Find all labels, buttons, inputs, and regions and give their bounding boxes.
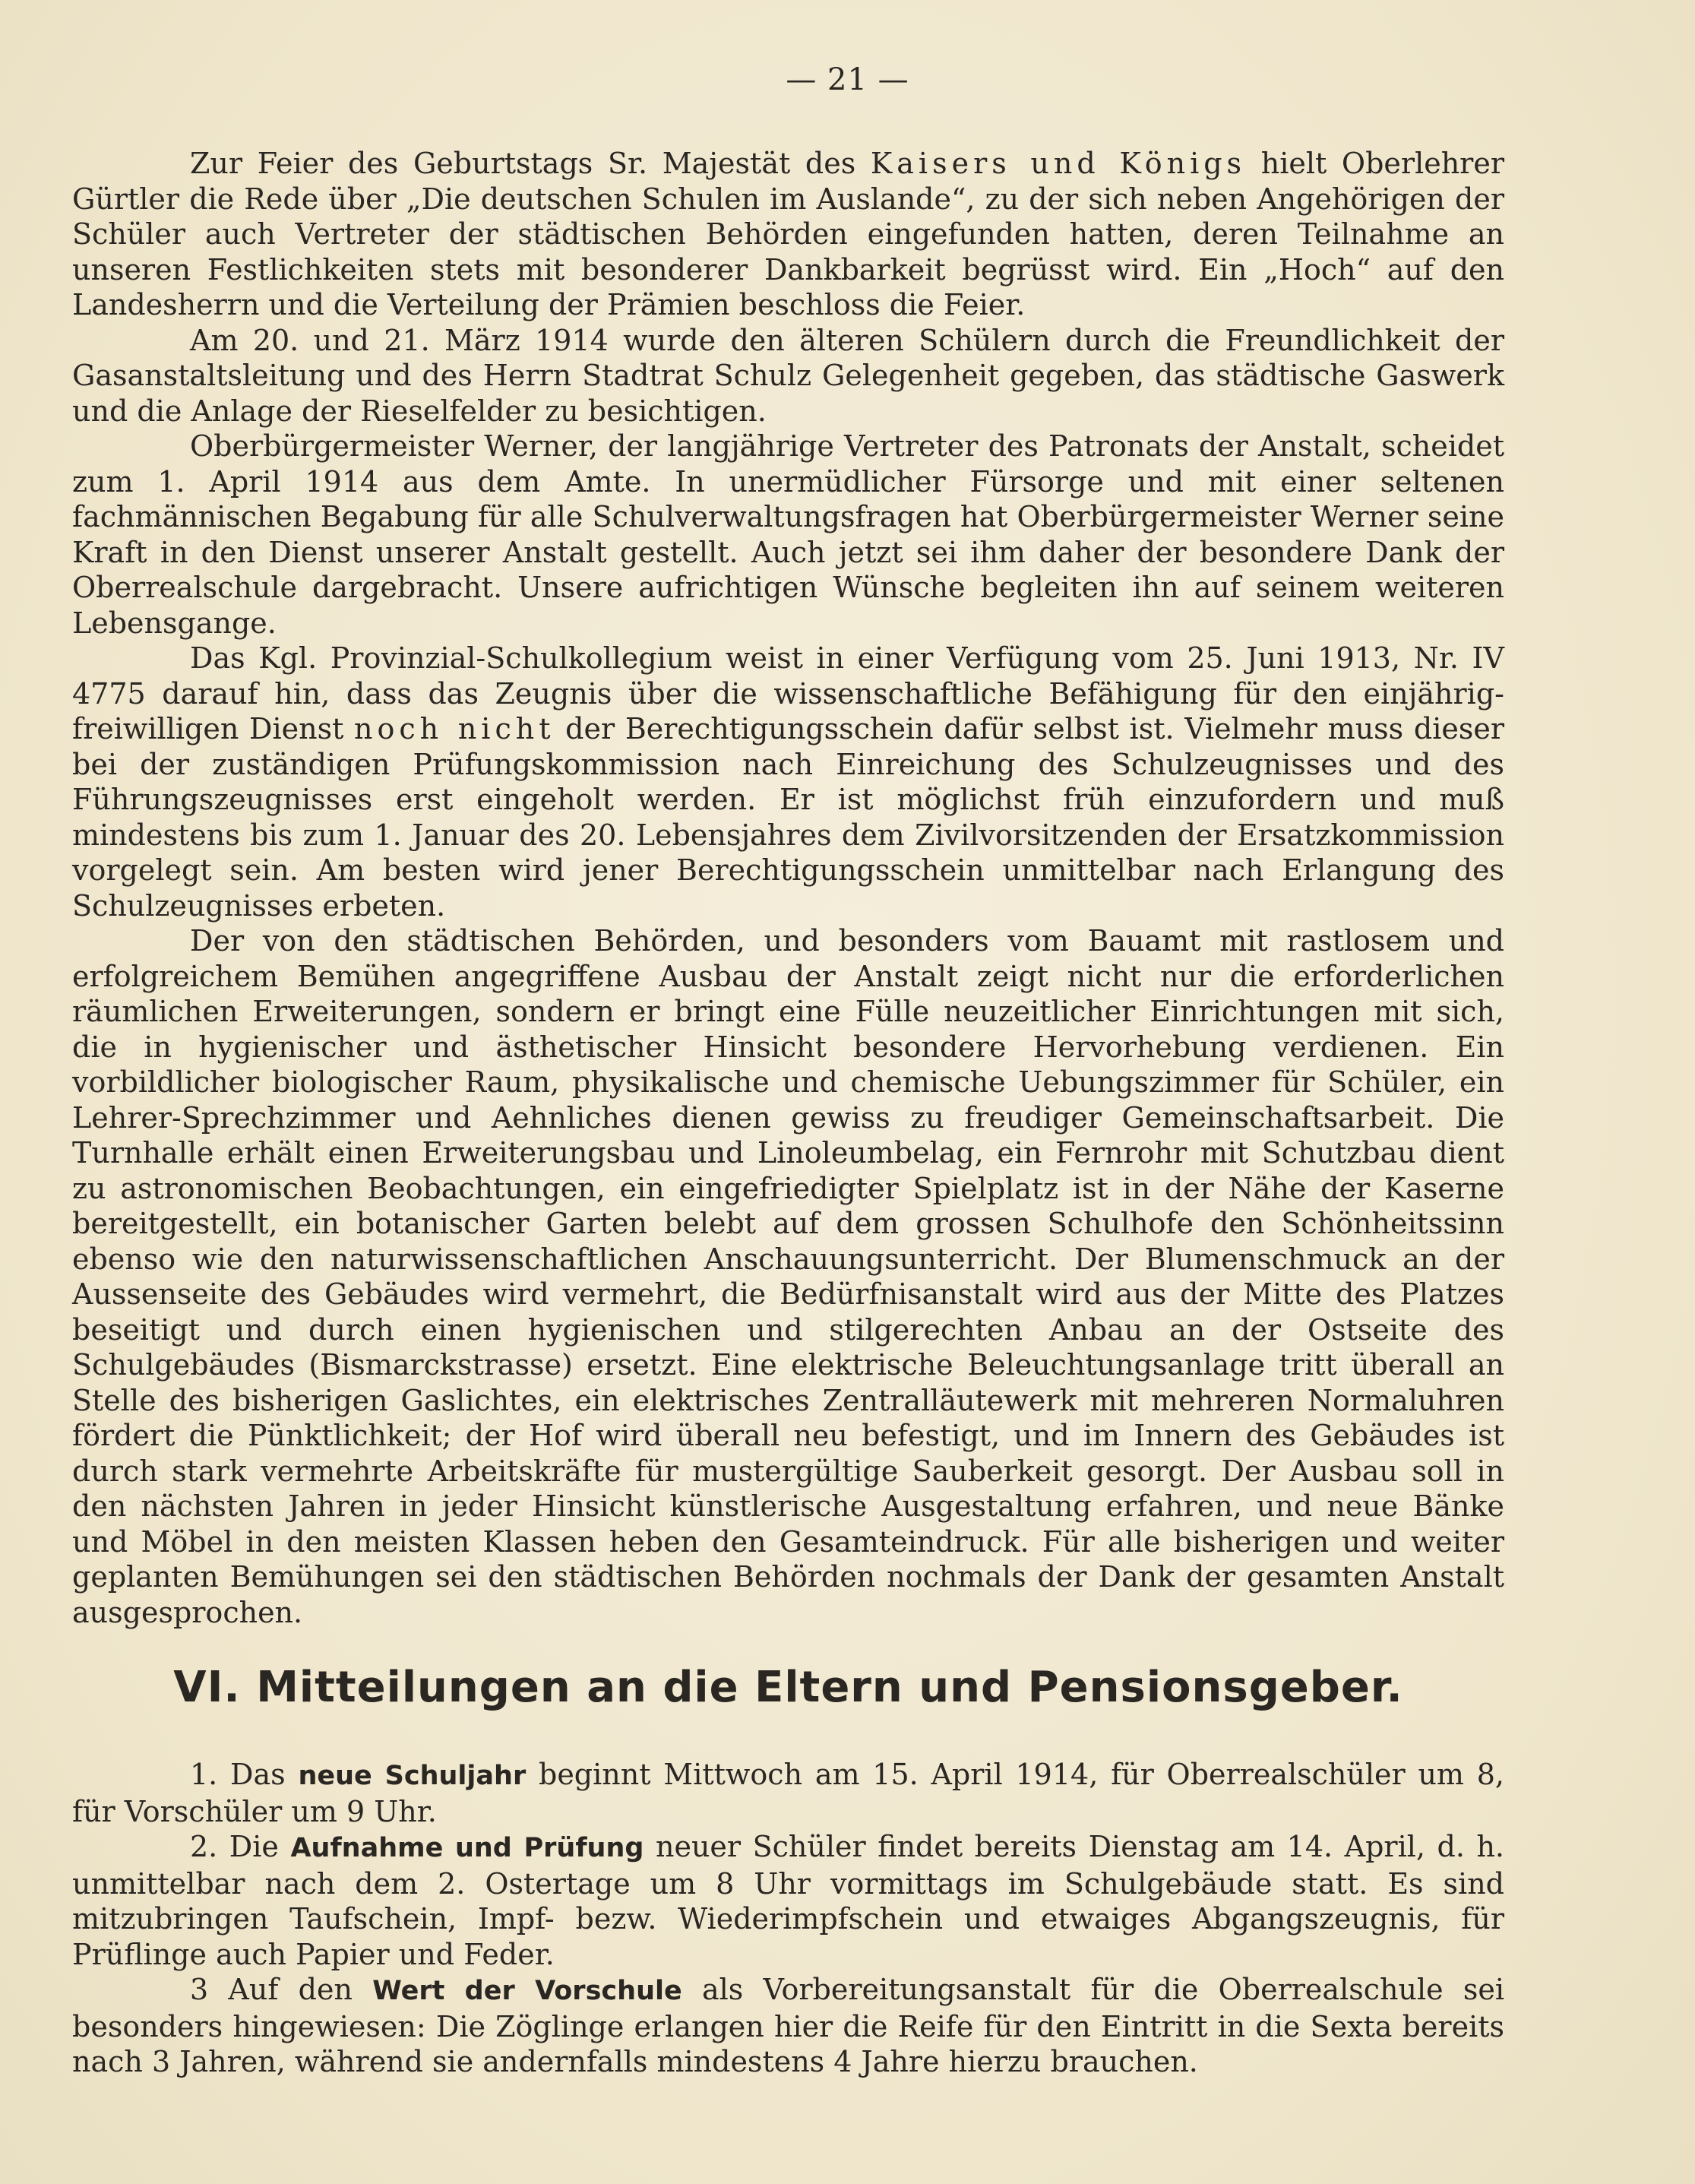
paragraph-certificate <box>72 641 1504 923</box>
notice-item <box>72 1757 1504 1829</box>
notice-text: 2. Die <box>190 1830 291 1863</box>
paragraph-mayor: Oberbürgermeister Werner, der langjährige Vertreter des Patronats der Anstalt, scheidet zum 1. April 1914 aus dem Amte. In unermüdlicher Fürsorge und mit einer seltenen fachmännischen Begabung für alle Schulverwaltungsfragen hat Oberbürgermeister Werner seine Kraft in den Dienst unserer Anstalt gestellt. Auch jetzt sei ihm daher der besondere Dank der Oberrealschule dargebracht. Unsere aufrichtigen Wünsche begleiten ihn auf seinem weiteren Lebensgange. <box>72 429 1504 640</box>
notice-emphasis: Aufnahme und Prüfung <box>290 1833 644 1863</box>
section-heading: VI. Mitteilungen an die Eltern und Pensionsgeber. <box>173 1663 1403 1712</box>
notice-text: 1. Das <box>190 1758 299 1791</box>
paragraph-birthday <box>72 146 1504 323</box>
paragraph-text: der Berechtigungsschein dafür selbst ist. Vielmehr muss dieser bei der zuständigen Prüfungskommission nach Einreichung des Schulzeugnisses und des Führungszeugnisses erst eingeholt werden. Er ist möglichst früh einzufordern und muß mindestens bis zum 1. Januar des 20. Lebensjahres dem Zivilvorsitzenden der Ersatzkommission vorgelegt sein. Am besten wird jener Berechtigungsschein unmittelbar nach Erlangung des Schulzeugnisses erbeten. <box>72 712 1504 923</box>
notice-emphasis: Wert der Vorschule <box>372 1976 682 2006</box>
notice-text: 3 Auf den <box>190 1973 373 2006</box>
paragraph-text: Das Kgl. Provinzial-Schulkollegium weist in einer Verfügung vom 25. Juni 1913, Nr. IV 4775 darauf hin, dass das Zeugnis über die wissenschaftliche Befähigung für den einjährig-freiwilligen Dienst <box>72 641 1504 745</box>
paragraph-expansion: Der von den städtischen Behörden, und besonders vom Bauamt mit rastlosem und erfolgreichem Bemühen angegriffene Ausbau der Anstalt zeigt nicht nur die erforderlichen räumlichen Erweiterungen, sondern er bringt eine Fülle neuzeitlicher Einrichtungen mit sich, die in hygienischer und ästhetischer Hinsicht besondere Hervorhebung verdienen. Ein vorbildlicher biologischer Raum, physikalische und chemische Uebungszimmer für Schüler, ein Lehrer-Sprechzimmer und Aehnliches dienen gewiss zu freudiger Gemeinschaftsarbeit. Die Turnhalle erhält einen Erweiterungsbau und Linoleumbelag, ein Fernrohr mit Schutzbau dient zu astronomischen Beobachtungen, ein eingefriedigter Spielplatz ist in der Nähe der Kaserne bereitgestellt, ein botanischer Garten belebt auf dem grossen Schulhofe den Schönheitssinn ebenso wie den naturwissenschaftlichen Anschauungsunterricht. Der Blumenschmuck an der Aussenseite des Gebäudes wird vermehrt, die Bedürfnisanstalt wird aus der Mitte des Platzes beseitigt und durch einen hygienischen und stilgerechten Anbau an der Ostseite des Schulgebäudes (Bismarckstrasse) ersetzt. Eine elektrische Beleuchtungsanlage tritt überall an Stelle des bisherigen Gaslichtes, ein elektrisches Zentralläutewerk mit mehreren Normaluhren fördert die Pünktlichkeit; der Hof wird überall neu befestigt, und im Innern des Gebäudes ist durch stark vermehrte Arbeitskräfte für mustergültige Sauberkeit gesorgt. Der Ausbau soll in den nächsten Jahren in jeder Hinsicht künstlerische Ausgestaltung erfahren, und neue Bänke und Möbel in den meisten Klassen heben den Gesamteindruck. Für alle bisherigen und weiter geplanten Bemühungen sei den städtischen Behörden nochmals der Dank der gesamten Anstalt ausgesprochen. <box>72 924 1504 1629</box>
notice-item <box>72 1972 1504 2080</box>
paragraph-text: hielt Oberlehrer Gürtler die Rede über „Die deutschen Schulen im Auslande“, zu der sich neben Angehörigen der Schüler auch Vertreter der städtischen Behörden eingefunden hatten, deren Teilnahme an unseren Festlichkeiten stets mit besonderer Dankbarkeit begrüsst wird. Ein „Hoch“ auf den Landesherrn und die Verteilung der Prämien beschloss die Feier. <box>72 147 1505 321</box>
notice-text: als Vorbereitungsanstalt für die Oberrealschule sei besonders hingewiesen: Die Zöglinge erlangen hier die Reife für den Eintritt in die Sexta bereits nach 3 Jahren, während sie andernfalls mindestens 4 Jahre hierzu brauchen. <box>72 1973 1504 2078</box>
notice-text: beginnt Mittwoch am 15. April 1914, für Oberrealschüler um 8, für Vorschüler um 9 Uhr. <box>72 1758 1504 1828</box>
paragraph-text: Zur Feier des Geburtstags Sr. Majestät des <box>190 147 871 180</box>
spaced-emphasis: Kaisers und Königs <box>870 147 1247 180</box>
paragraph-gasworks: Am 20. und 21. März 1914 wurde den älteren Schülern durch die Freundlichkeit der Gasanstaltsleitung und des Herrn Stadtrat Schulz Gelegenheit gegeben, das städtische Gaswerk und die Anlage der Rieselfelder zu besichtigen. <box>72 323 1504 428</box>
body-text <box>72 146 1504 1630</box>
notice-item <box>72 1829 1504 1972</box>
notice-emphasis: neue Schuljahr <box>298 1761 527 1791</box>
spaced-emphasis: noch nicht <box>354 712 555 745</box>
notice-text: neuer Schüler findet bereits Dienstag am 14. April, d. h. unmittelbar nach dem 2. Ostertage um 8 Uhr vormittags im Schulgebäude statt. Es sind mitzubringen Taufschein, Impf- bezw. Wiederimpfschein und etwaiges Abgangszeugnis, für Prüflinge auch Papier und Feder. <box>72 1830 1504 1971</box>
page-number: — 21 — <box>786 62 909 97</box>
notice-list <box>72 1757 1504 2080</box>
